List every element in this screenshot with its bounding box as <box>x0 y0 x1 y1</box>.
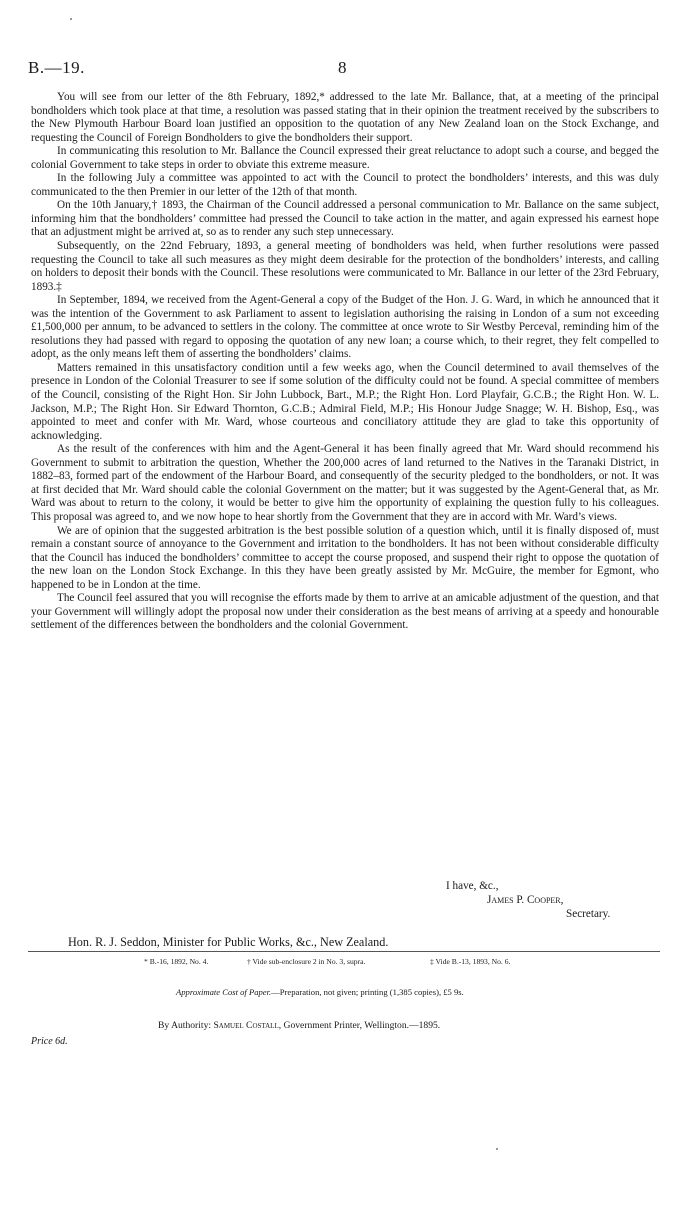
paragraph: In communicating this resolution to Mr. Ballance the Council expressed their great reluctance to adopt such a course, and begged the colonial Government to take steps in order to obviate this extreme measure. <box>31 145 659 171</box>
paragraph: In the following July a committee was appointed to act with the Council to protect the bondholders’ interests, and this was duly communicated to the then Premier in our letter of the 12th of that month. <box>31 172 659 198</box>
imprint-prefix: By Authority: <box>158 1020 214 1031</box>
paragraph: On the 10th January,† 1893, the Chairman of the Council addressed a personal communication to Mr. Ballance on the same subject, informing him that the bondholders’ committee had pressed the Council to take action in the matter, and again expressed his earnest hope that an adjustment might be arrived at, so as to render any such step unnecessary. <box>31 199 659 239</box>
scan-speck <box>496 1148 498 1150</box>
printer-imprint <box>158 1020 440 1031</box>
paragraph: You will see from our letter of the 8th February, 1892,* addressed to the late Mr. Ballance, that, at a meeting of the principal bondholders which took place at that time, a resolution was passed stating that in their opinion the treatment received by the subscribers to the New Plymouth Harbour Board loan justified an opposition to the quotation of any New Zealand loan on the Stock Exchange, and requesting the Council of Foreign Bondholders to give the bondholders their support. <box>31 91 659 144</box>
imprint-suffix: , Government Printer, Wellington.—1895. <box>278 1020 441 1031</box>
footnotes <box>0 957 700 969</box>
paragraph: We are of opinion that the suggested arbitration is the best possible solution of a question which, until it is finally disposed of, must remain a constant source of annoyance to the Government and irritation to the bondholders. It has not been without considerable difficulty that the Council has induced the bondholders’ committee to accept the course proposed, and suspend their right to oppose the quotation of the new loan on the London Stock Exchange. In this they have been greatly assisted by Mr. McGuire, the member for Egmont, who happened to be in London at the time. <box>31 524 659 591</box>
scan-speck <box>70 18 72 20</box>
printing-cost-note <box>176 987 464 997</box>
page-header <box>28 58 660 80</box>
footnote-divider <box>28 951 660 952</box>
document-reference: B.—19. <box>28 58 85 77</box>
paragraph: Subsequently, on the 22nd February, 1893, a general meeting of bondholders was held, when further resolutions were passed requesting the Council to take all such measures as they might deem desirable for the protection of the bondholders’ interests, and calling on holders to deposit their bonds with the Council. These resolutions were communicated to Mr. Ballance in our letter of the 23rd February, 1893.‡ <box>31 240 659 293</box>
cost-label: Approximate Cost of Paper. <box>176 987 272 997</box>
printer-name: Samuel Costall <box>213 1020 279 1031</box>
paragraph: The Council feel assured that you will recognise the efforts made by them to arrive at an amicable adjustment of the question, and that your Government will willingly adopt the proposal now under their consideration as the best means of arriving at a speedy and honourable settlement of the differences between the bondholders and the colonial Government. <box>31 592 659 632</box>
cost-text: —Preparation, not given; printing (1,385 copies), £5 9s. <box>271 987 464 997</box>
footnote: * B.-16, 1892, No. 4. <box>144 957 209 966</box>
footnote: † Vide sub-enclosure 2 in No. 3, supra. <box>247 957 366 966</box>
footnote: ‡ Vide B.-13, 1893, No. 6. <box>430 957 511 966</box>
page-number: 8 <box>338 58 347 77</box>
addressee: Hon. R. J. Seddon, Minister for Public Works, &c., New Zealand. <box>68 935 389 949</box>
signatory-name: James P. Cooper, <box>487 894 564 906</box>
paragraph: As the result of the conferences with him and the Agent-General it has been finally agreed that Mr. Ward should recommend his Government to submit to arbitration the question, Whether the 200,000 acres of land returned to the Natives in the Taranaki District, in 1882–83, formed part of the endowment of the Harbour Board, and consequently of the security pledged to the bondholders, or not. It was at first decided that Mr. Ward should cable the colonial Government on the matter; but it was suggested by the Agent-General that, as Mr. Ward was about to return to the colony, it would be better to give him the opportunity of explaining the question fully to his colleagues. This proposal was agreed to, and we now hope to hear shortly from the Government that they are in accord with Mr. Ward’s views. <box>31 443 659 523</box>
signatory-title: Secretary. <box>566 908 611 920</box>
closing-salutation: I have, &c., <box>446 880 499 892</box>
price: Price 6d. <box>31 1036 68 1047</box>
paragraph: In September, 1894, we received from the Agent-General a copy of the Budget of the Hon. J. G. Ward, in which he announced that it was the intention of the Government to ask Parliament to assent to legislation authorising the raising in London of a sum not exceeding £1,500,000 per annum, to be advanced to settlers in the colony. The committee at once wrote to Sir Westby Perceval, reminding him of the resolutions they had passed with regard to opposing the quotation of any new loan; a course which, to their regret, they felt compelled to adopt, as the only means left them of asserting the bondholders’ claims. <box>31 294 659 361</box>
paragraph: Matters remained in this unsatisfactory condition until a few weeks ago, when the Council determined to avail themselves of the presence in London of the Colonial Treasurer to see if some solution of the difficulty could not be found. A special committee of members of the Council, consisting of the Right Hon. Sir John Lubbock, Bart., M.P.; the Right Hon. Lord Playfair, G.C.B.; the Right Hon. W. L. Jackson, M.P.; The Right Hon. Sir Edward Thornton, G.C.B.; Admiral Field, M.P.; His Honour Judge Snagge; W. H. Bishop, Esq., was appointed to meet and confer with Mr. Ward, whose courteous and conciliatory attitude they are glad to take this opportunity of acknowledging. <box>31 361 659 442</box>
letter-body <box>31 91 659 633</box>
